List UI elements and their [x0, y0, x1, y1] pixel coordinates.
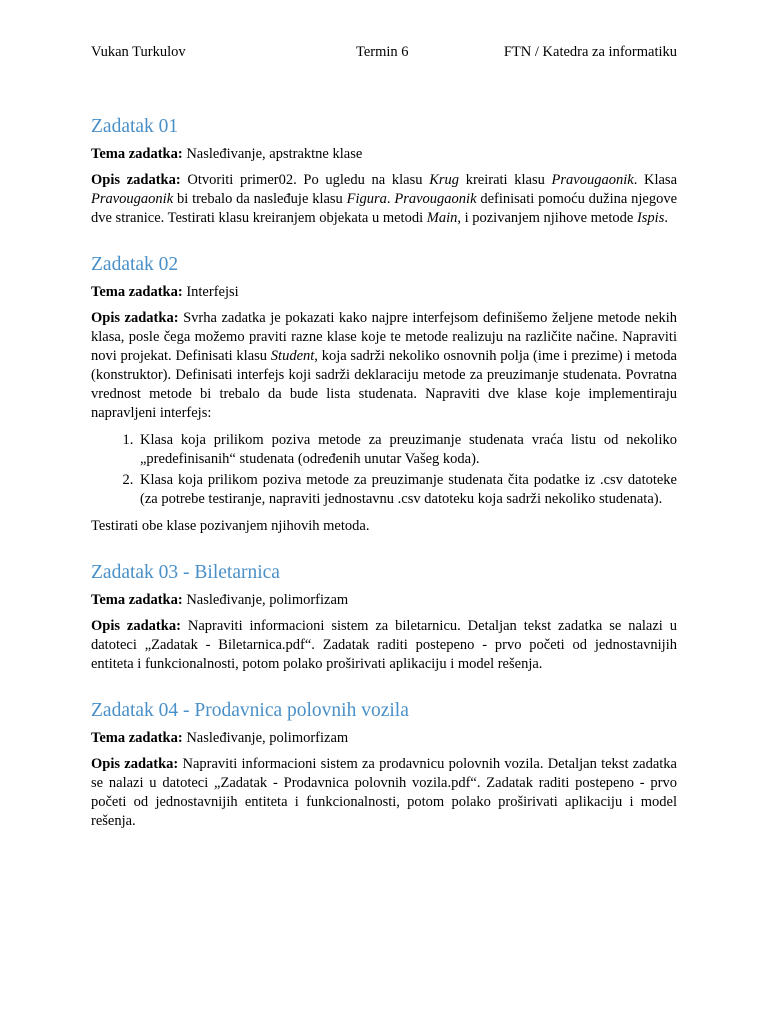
task-02-topic-text: Interfejsi — [186, 284, 239, 300]
topic-label: Tema zadatka: — [91, 146, 183, 162]
description-label: Opis zadatka: — [91, 172, 181, 188]
task-02-title: Zadatak 02 — [91, 254, 179, 275]
desc-italic: Ispis — [636, 210, 665, 226]
task-03 — [91, 560, 677, 674]
list-item: 1. Klasa koja prilikom poziva metode za preuzimanje studenata vraća listu od nekoliko „predefinisanih“ studenata (određenih unutar Vašeg koda). — [137, 431, 677, 469]
header-author: Vukan Turkulov — [91, 44, 186, 60]
desc-italic: Krug — [429, 172, 460, 188]
desc-text: kreirati klasu — [459, 172, 552, 188]
description-label: Opis zadatka: — [91, 756, 179, 772]
desc-text: definisati pomoću dužina njegove dve stranice. Testirati klasu kreiranjem objekata u metodi — [91, 191, 678, 226]
topic-label: Tema zadatka: — [91, 592, 183, 608]
task-01-topic-text: Nasleđivanje, apstraktne klase — [186, 146, 363, 162]
task-04-description — [91, 755, 677, 831]
task-04-description-text: Napraviti informacioni sistem za prodavnicu polovnih vozila. Detaljan tekst zadatka se nalazi u datoteci „Zadatak - Prodavnica polovnih vozila.pdf“. Zadatak raditi postepeno - prvo početi od jednostavnijih entiteta i funkcionalnosti, potom polako proširivati aplikaciju i model rešenja. — [91, 756, 677, 829]
task-02-topic — [91, 283, 677, 302]
description-label: Opis zadatka: — [91, 618, 181, 634]
task-01-topic — [91, 145, 677, 164]
desc-italic: Pravougaonik — [551, 172, 634, 188]
topic-label: Tema zadatka: — [91, 284, 183, 300]
task-02-description — [91, 309, 677, 423]
task-01-title: Zadatak 01 — [91, 116, 179, 137]
task-01-description — [91, 171, 677, 228]
desc-italic: Pravougaonik — [91, 191, 174, 207]
desc-text: , koja sadrži nekoliko osnovnih polja (ime i prezime) i metoda (konstruktor). Definisati interfejs koji sadrži deklaraciju metode za preuzimanje studenata. Povratna vrednost metode bi trebalo da bude lista studenata. Napraviti dve klase koje implementiraju napravljeni interfejs: — [91, 348, 677, 421]
desc-text: . — [664, 210, 668, 226]
task-02-list — [91, 431, 677, 509]
task-04-title: Zadatak 04 - Prodavnica polovnih vozila — [91, 700, 409, 721]
topic-label: Tema zadatka: — [91, 730, 183, 746]
header-term: Termin 6 — [356, 44, 409, 60]
page-content — [91, 114, 677, 855]
list-item: 2. Klasa koja prilikom poziva metode za preuzimanje studenata čita podatke iz .csv datoteke (za potrebe testiranje, napraviti jednostavnu .csv datoteku koja sadrži nekoliko studenata). — [137, 471, 677, 509]
task-04 — [91, 698, 677, 831]
desc-text: , i pozivanjem njihove metode — [457, 210, 637, 226]
task-03-description — [91, 617, 677, 674]
task-01 — [91, 114, 677, 228]
desc-italic: Main — [426, 210, 458, 226]
header-org: FTN / Katedra za informatiku — [503, 44, 677, 60]
task-03-title: Zadatak 03 - Biletarnica — [91, 562, 280, 583]
desc-text: Svrha zadatka je pokazati kako najpre interfejsom definišemo željene metode nekih klasa, posle čega možemo praviti razne klase koje te metode realizuju na različite načine. Napraviti novi projekat. Definisati klasu — [91, 310, 677, 364]
task-04-topic-text: Nasleđivanje, polimorfizam — [186, 730, 349, 746]
description-label: Opis zadatka: — [91, 310, 179, 326]
page-header — [91, 42, 677, 62]
task-03-topic-text: Nasleđivanje, polimorfizam — [186, 592, 349, 608]
task-02 — [91, 252, 677, 536]
task-02-closing: Testirati obe klase pozivanjem njihovih metoda. — [91, 518, 370, 534]
task-03-description-text: Napraviti informacioni sistem za biletarnicu. Detaljan tekst zadatka se nalazi u datoteci „Zadatak - Biletarnica.pdf“. Zadatak raditi postepeno - prvo početi od jednostavnijih entiteta i funkcionalnosti, potom polako proširivati aplikaciju i model rešenja. — [91, 618, 678, 672]
desc-italic: Figura — [346, 191, 387, 207]
desc-text: Otvoriti primer02. Po ugledu na klasu — [187, 172, 430, 188]
desc-italic: Pravougaonik — [394, 191, 477, 207]
task-03-topic — [91, 591, 677, 610]
desc-text: bi trebalo da nasleđuje klasu — [173, 191, 347, 207]
task-04-topic — [91, 729, 677, 748]
desc-italic: Student — [270, 348, 315, 364]
desc-text: . Klasa — [633, 172, 678, 188]
desc-text: . — [386, 191, 395, 207]
